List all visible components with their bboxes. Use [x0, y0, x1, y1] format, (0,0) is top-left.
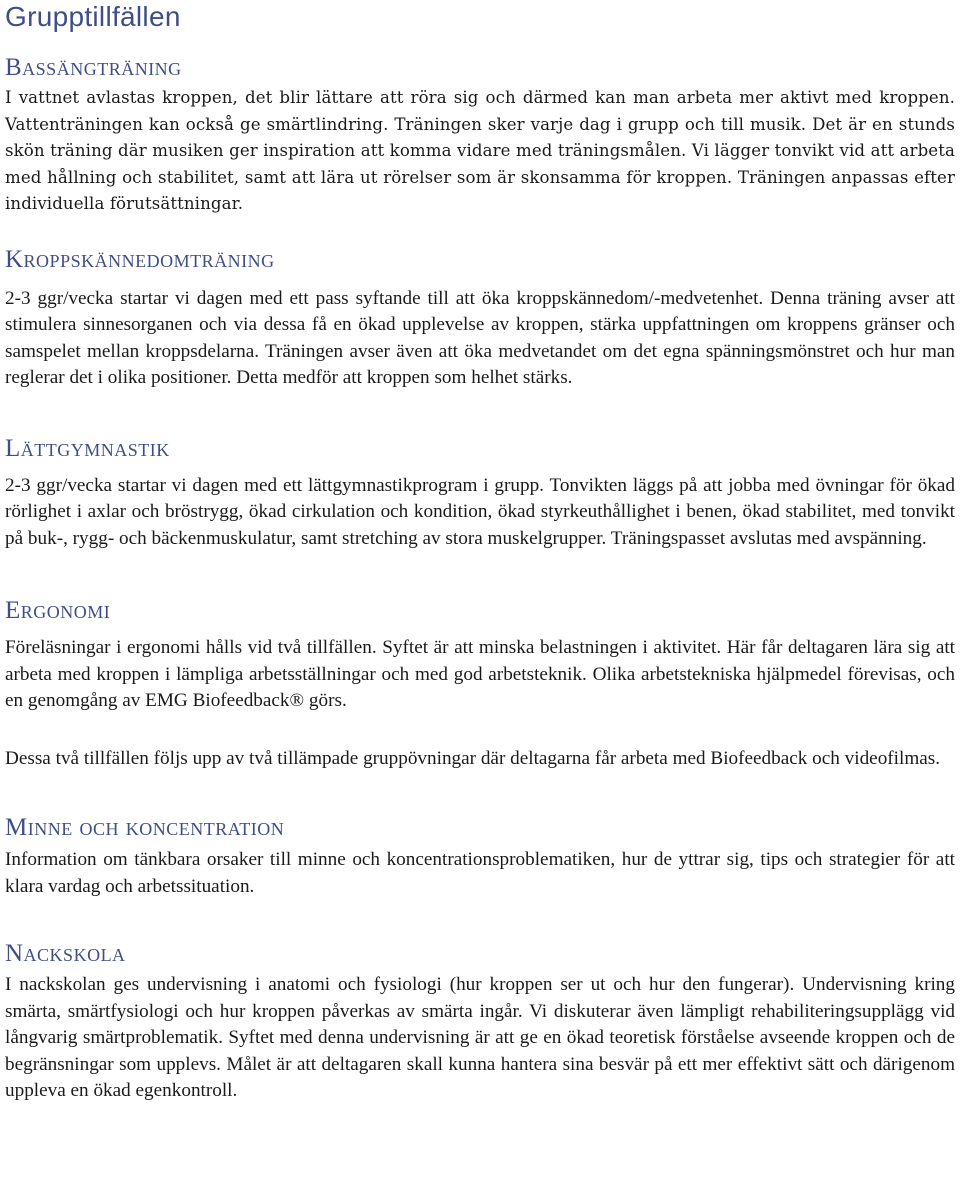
section-lattgymnastik: [5, 434, 955, 553]
paragraph-kroppskannedomtraning: 2-3 ggr/vecka startar vi dagen med ett pass syftande till att öka kroppskännedom/-medvetenhet. Denna träning avser att stimulera sinnesorganen och via dessa få en ökad upplevelse av kroppen, stärka uppfattningen om kroppens gränser och samspelet mellan kroppsdelarna. Träningen avser även att öka medvetandet om det egna spänningsmönstret och hur man reglerar det i olika positioner. Detta medför att kroppen som helhet stärks.: [5, 287, 955, 388]
section-minne-och-koncentration: [5, 813, 955, 900]
page-title: Grupptillfällen: [5, 1, 181, 32]
section-heading-bassangtraning: Bassängträning: [5, 54, 182, 81]
section-heading-ergonomi: Ergonomi: [5, 597, 111, 624]
section-bassangtraning: [5, 53, 955, 218]
paragraph-ergonomi-2: Dessa två tillfällen följs upp av två tillämpade gruppövningar där deltagarna får arbeta med Biofeedback och videofilmas.: [5, 747, 941, 769]
section-kroppskannedomtraning: [5, 245, 955, 392]
section-nackskola: [5, 939, 955, 1105]
paragraph-bassangtraning: I vattnet avlastas kroppen, det blir lättare att röra sig och därmed kan man arbeta mer aktivt med kroppen. Vattenträningen kan också ge smärtlindring. Träningen sker varje dag i grupp och till musik. Det är en stunds skön träning där musiken ger inspiration att komma vidare med träningsmålen. Vi lägger tonvikt vid att arbeta med hållning och stabilitet, samt att lära ut rörelser som är skonsamma för kroppen. Träningen anpassas efter individuella förutsättningar.: [5, 88, 955, 213]
paragraph-nackskola: I nackskolan ges undervisning i anatomi och fysiologi (hur kroppen ser ut och hur den fungerar). Undervisning kring smärta, smärtfysiologi och hur kroppen påverkas av smärta ingår. Vi diskuterar även lämpligt rehabiliteringsupplägg vid långvarig smärtproblematik. Syftet med denna undervisning är att ge en ökad teoretisk förståelse avseende kroppen och de begränsningar som upplevs. Målet är att deltagaren skall kunna hantera sina besvär på ett mer effektivt sätt och därigenom uppleva en ökad egenkontroll.: [5, 974, 955, 1101]
paragraph-ergonomi-1: Föreläsningar i ergonomi hålls vid två tillfällen. Syftet är att minska belastningen i aktivitet. Här får deltagaren lära sig att arbeta med kroppen i lämpliga arbetsställningar och med god arbetsteknik. Olika arbetstekniska hjälpmedel förevisas, och en genomgång av EMG Biofeedback® görs.: [5, 637, 955, 711]
document-page: [5, 0, 955, 1105]
paragraph-minne-och-koncentration: Information om tänkbara orsaker till minne och koncentrationsproblematiken, hur de yttrar sig, tips och strategier för att klara vardag och arbetssituation.: [5, 849, 955, 897]
section-heading-nackskola: Nackskola: [5, 940, 126, 967]
paragraph-lattgymnastik: 2-3 ggr/vecka startar vi dagen med ett lättgymnastikprogram i grupp. Tonvikten läggs på att jobba med övningar för ökad rörlighet i axlar och bröstrygg, ökad cirkulation och kondition, ökad styrkeuthållighet i benen, ökad stabilitet, med tonvikt på buk-, rygg- och bäckenmuskulatur, samt stretching av stora muskelgrupper. Träningspasset avslutas med avspänning.: [5, 474, 955, 549]
section-heading-lattgymnastik: Lättgymnastik: [5, 434, 170, 462]
section-heading-kroppskannedomtraning: Kroppskännedomträning: [5, 245, 275, 273]
section-heading-minne-och-koncentration: Minne och koncentration: [5, 814, 285, 841]
section-ergonomi: [5, 596, 955, 772]
